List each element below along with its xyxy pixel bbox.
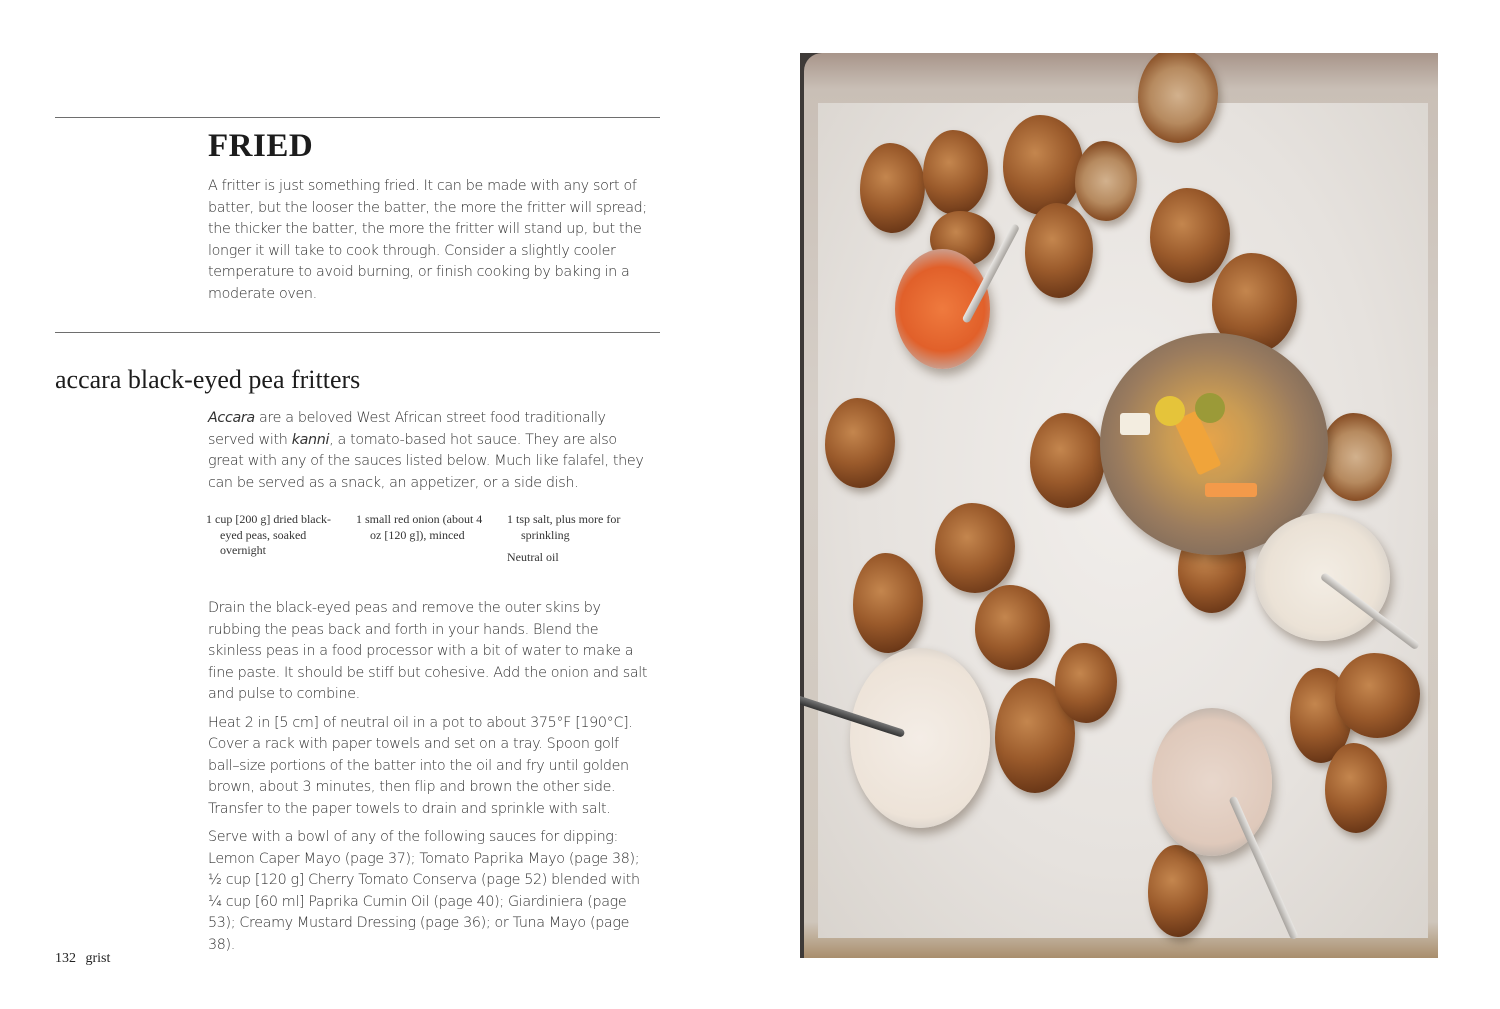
running-head: grist: [85, 951, 111, 966]
pickled-vegetable: [1155, 396, 1185, 426]
pickled-vegetable: [1205, 483, 1257, 497]
ingredient-column-1: [206, 512, 346, 566]
ingredient-item: 1 cup [200 g] dried black-eyed peas, soaked overnight: [206, 512, 331, 557]
section-intro: A fritter is just something fried. It can be made with any sort of batter, but the looser the batter, the more the fritter will spread; the thicker the batter, the more the fritter will stand up, but the longer it will take to cook through. Consider a slightly cooler temperature to avoid burning, or finish cooking by baking in a moderate oven.: [208, 178, 647, 302]
recipe-headnote: [208, 408, 648, 494]
headnote-text-2: , a tomato-based hot sauce. They are also great with any of the sauces listed below. Much like falafel, they can be served as a snack, an appetizer, or a side dish.: [208, 431, 644, 491]
ingredient-item: 1 tsp salt, plus more for sprinkling: [507, 512, 621, 542]
headnote-text-1: are a beloved West African street food traditionally served with: [208, 410, 606, 448]
headnote-italic-accara: Accara: [208, 410, 255, 426]
recipe-method: [208, 598, 648, 963]
ingredient-column-2: [356, 512, 496, 550]
recipe-title: accara black-eyed pea fritters: [55, 365, 361, 394]
food-photo: [800, 53, 1438, 958]
method-step: Heat 2 in [5 cm] of neutral oil in a pot to about 375°F [190°C]. Cover a rack with paper towels and set on a tray. Spoon golf ball–size portions of the batter into the oil and fry until golden brown, about 3 minutes, then flip and brown the other side. Transfer to the paper towels to drain and sprinkle with salt.: [208, 714, 633, 817]
fritter: [1075, 141, 1137, 221]
fritter: [825, 398, 895, 488]
fritter: [1025, 203, 1093, 298]
fritter: [975, 585, 1050, 670]
fritter: [1320, 413, 1392, 501]
fritter: [1055, 643, 1117, 723]
pickled-vegetable: [1120, 413, 1150, 435]
fritter: [1148, 845, 1208, 937]
pickled-vegetable: [1195, 393, 1225, 423]
ingredient-item: 1 small red onion (about 4 oz [120 g]), minced: [356, 512, 483, 542]
section-rule-top: [55, 117, 660, 118]
ingredient-item: Neutral oil: [507, 550, 559, 564]
fritter: [1325, 743, 1387, 833]
fritter: [860, 143, 925, 233]
section-rule-bottom: [55, 332, 660, 333]
page-number: 132: [55, 951, 76, 966]
fritter: [1150, 188, 1230, 283]
fritter: [1335, 653, 1420, 738]
section-title: FRIED: [208, 128, 314, 164]
ingredient-column-3: [507, 512, 647, 573]
fritter: [853, 553, 923, 653]
method-step: Drain the black-eyed peas and remove the outer skins by rubbing the peas back and forth in your hands. Blend the skinless peas in a food processor with a bit of water to make a fine paste. It should be stiff but cohesive. Add the onion and salt and pulse to combine.: [208, 600, 648, 702]
fritter: [923, 130, 988, 215]
fritter: [1030, 413, 1105, 508]
fritter: [1003, 115, 1083, 215]
page-folio: [55, 951, 110, 967]
lemon-mayo-bowl: [850, 648, 990, 828]
headnote-italic-kanni: kanni: [291, 431, 330, 448]
method-step: Serve with a bowl of any of the following sauces for dipping: Lemon Caper Mayo (page 37); Tomato Paprika Mayo (page 38); ½ cup [120 g] Cherry Tomato Conserva (page 52) blended with ¼ cup [60 ml] Paprika Cumin Oil (page 40); Giardiniera (page 53); Creamy Mustard Dressing (page 36); or Tuna Mayo (page 38).: [208, 829, 640, 953]
paprika-mayo-bowl: [1152, 708, 1272, 856]
fritter: [935, 503, 1015, 593]
